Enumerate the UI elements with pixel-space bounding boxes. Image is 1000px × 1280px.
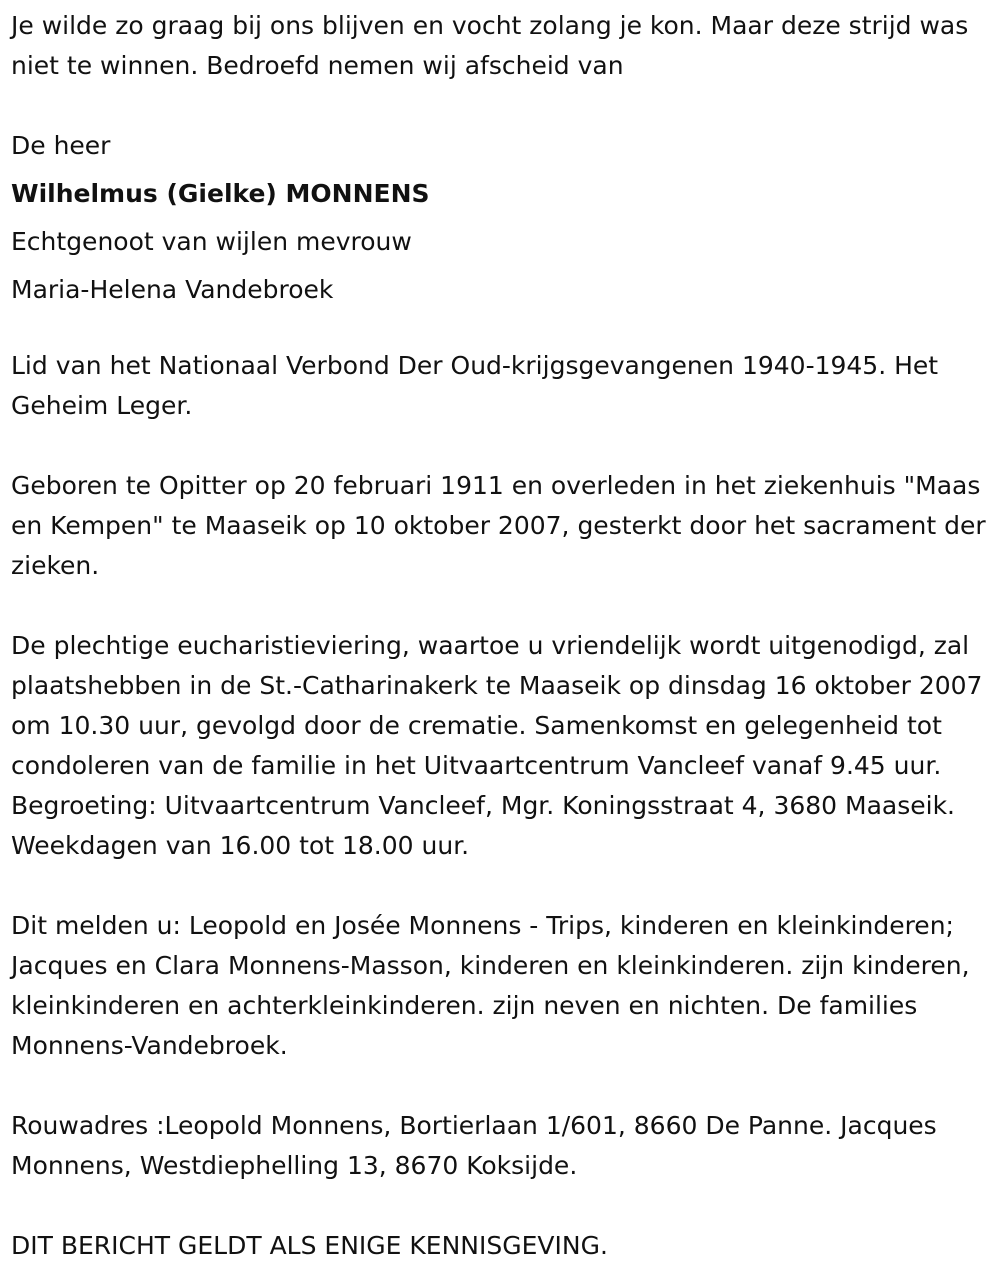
birth-death-paragraph: Geboren te Opitter op 20 februari 1911 en overleden in het ziekenhuis "Maas en Kempen" te Maaseik op 10 oktober 2007, gesterkt door het sacrament der zieken. <box>11 471 986 580</box>
address-paragraph: Rouwadres :Leopold Monnens, Bortierlaan 1/601, 8660 De Panne. Jacques Monnens, Westdiephelling 13, 8670 Koksijde. <box>11 1111 937 1180</box>
spouse-name: Maria-Helena Vandebroek <box>11 275 334 304</box>
spacer <box>11 1066 1000 1106</box>
closing-paragraph: DIT BERICHT GELDT ALS ENIGE KENNISGEVING. <box>11 1231 608 1260</box>
spouse-line: Echtgenoot van wijlen mevrouw <box>11 227 412 256</box>
honorific: De heer <box>11 131 111 160</box>
membership-paragraph: Lid van het Nationaal Verbond Der Oud-krijgsgevangenen 1940-1945. Het Geheim Leger. <box>11 351 939 420</box>
family-paragraph: Dit melden u: Leopold en Josée Monnens - Trips, kinderen en kleinkinderen; Jacques en Clara Monnens-Masson, kinderen en kleinkinderen. zijn kinderen, kleinkinderen en achterkleinkinderen. zijn neven en nichten. De families Monnens-Vandebroek. <box>11 911 970 1060</box>
ceremony-paragraph: De plechtige eucharistieviering, waartoe u vriendelijk wordt uitgenodigd, zal plaatshebben in de St.-Catharinakerk te Maaseik op dinsdag 16 oktober 2007 om 10.30 uur, gevolgd door de crematie. Samenkomst en gelegenheid tot condoleren van de familie in het Uitvaartcentrum Vancleef vanaf 9.45 uur. Begroeting: Uitvaartcentrum Vancleef, Mgr. Koningsstraat 4, 3680 Maaseik. Weekdagen van 16.00 tot 18.00 uur. <box>11 631 983 860</box>
spacer <box>11 314 1000 346</box>
spacer <box>11 586 1000 626</box>
spacer <box>11 1186 1000 1226</box>
deceased-block <box>11 126 1000 314</box>
spacer <box>11 426 1000 466</box>
spacer <box>11 866 1000 906</box>
intro-paragraph: Je wilde zo graag bij ons blijven en vocht zolang je kon. Maar deze strijd was niet te winnen. Bedroefd nemen wij afscheid van <box>11 11 969 80</box>
spacer <box>11 86 1000 126</box>
deceased-name: Wilhelmus (Gielke) MONNENS <box>11 179 430 208</box>
